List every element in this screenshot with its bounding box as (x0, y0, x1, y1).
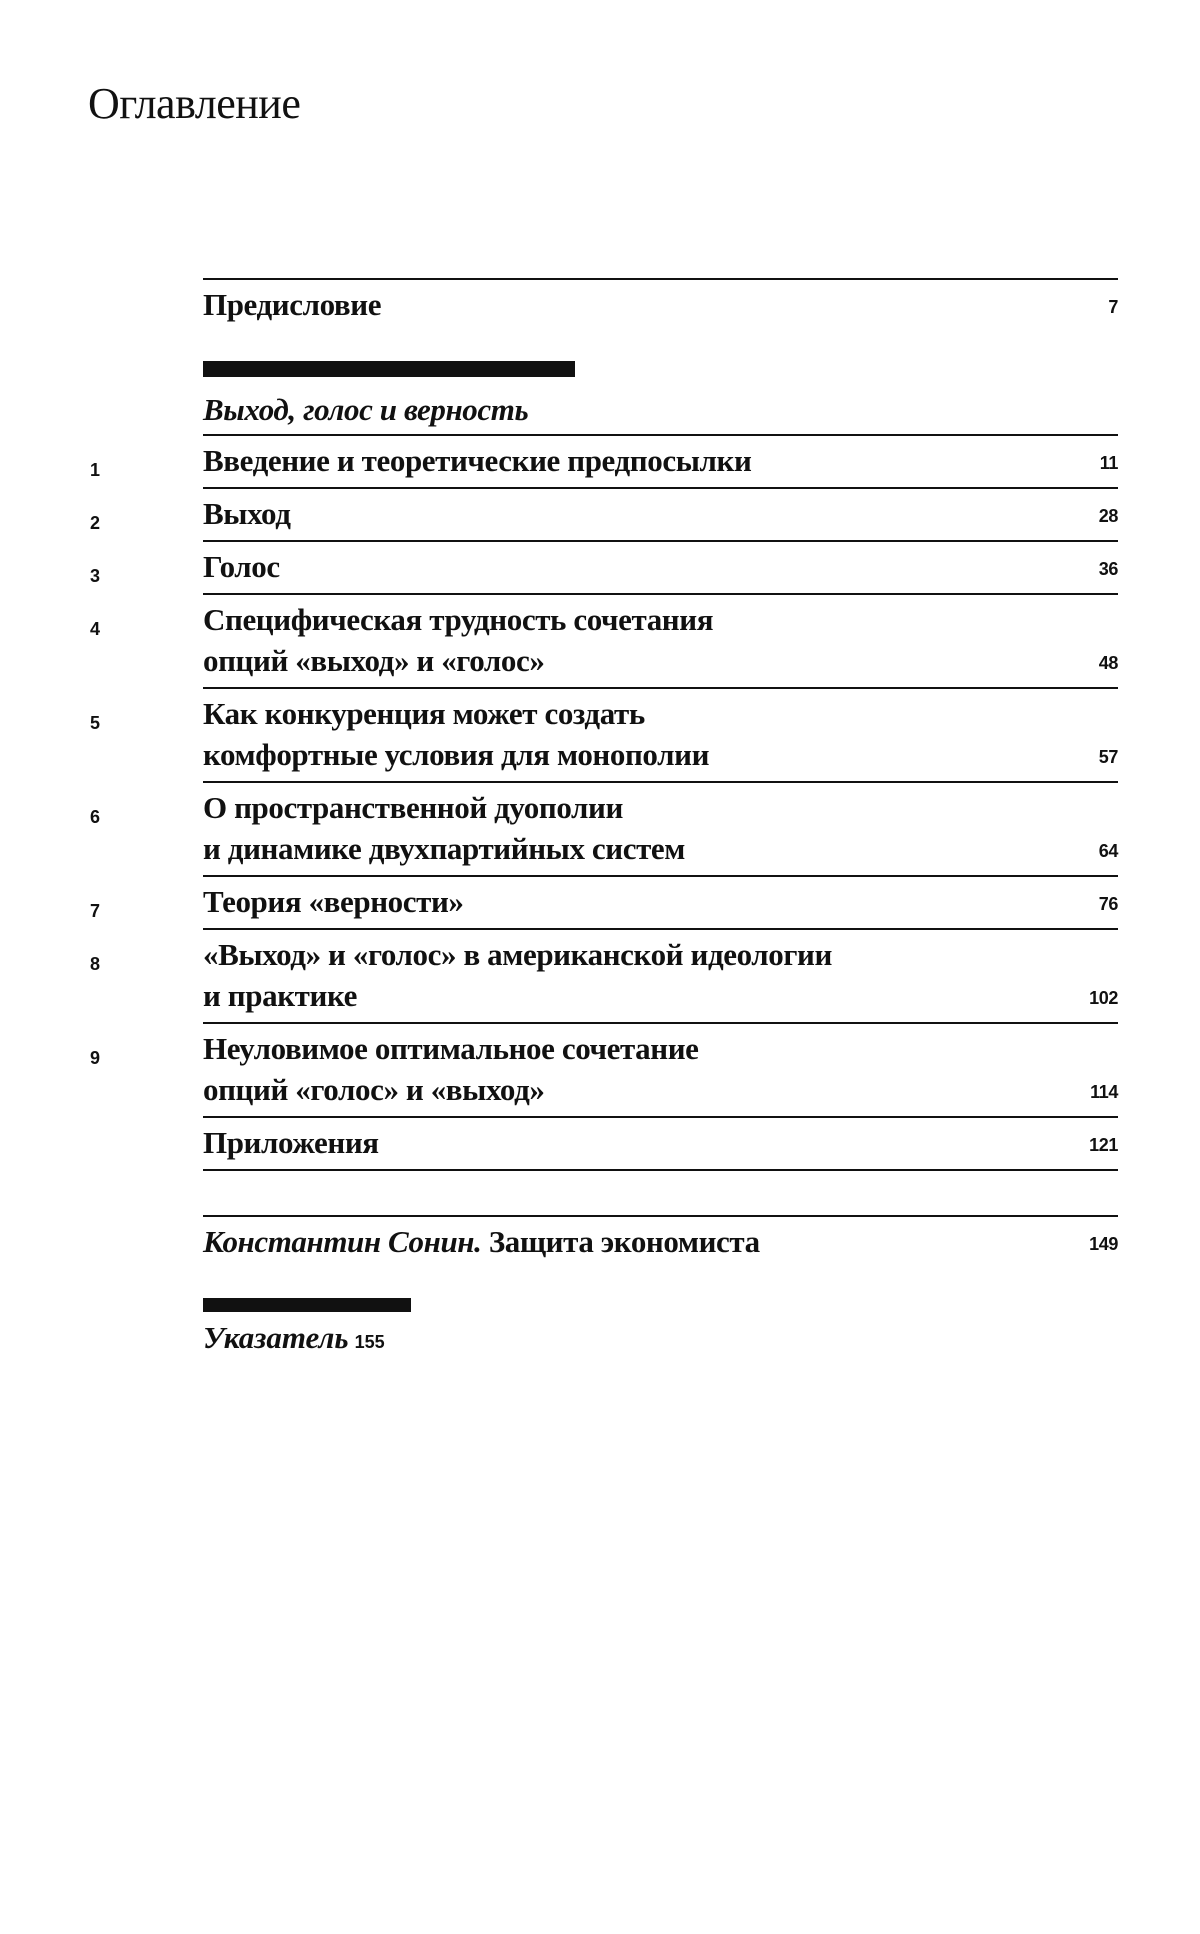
entry-title-line: комфортные условия для монополии (203, 737, 710, 772)
entry-title (203, 1028, 1058, 1110)
entry-page: 57 (1098, 747, 1118, 767)
part-divider-bar (203, 361, 575, 377)
entry-page: 36 (1098, 559, 1118, 579)
entry-title-line: Неуловимое оптимальное сочетание (203, 1031, 699, 1066)
index-page: 155 (354, 1332, 385, 1352)
entry-title-line: Теория «верности» (203, 884, 464, 919)
chapter-number: 7 (90, 901, 100, 921)
entry-title (203, 440, 1058, 481)
entry-title (203, 1221, 1058, 1262)
entry-title-line: и динамике двухпартийных систем (203, 831, 685, 866)
entry-title-line: Как конкуренция может создать (203, 696, 645, 731)
entry-title-line: Голос (203, 549, 280, 584)
entry-page: 11 (1099, 453, 1118, 473)
toc-entry-preface[interactable] (203, 278, 1118, 331)
entry-title (203, 787, 1058, 869)
toc-entry-chapter[interactable] (90, 487, 1118, 540)
toc-column (90, 278, 1118, 1362)
chapter-number: 1 (90, 460, 100, 480)
essay-title: Защита экономиста (488, 1224, 760, 1259)
entry-page: 102 (1089, 988, 1118, 1008)
entry-title-line: Введение и теоретические предпосылки (203, 443, 752, 478)
entry-title-line: О пространственной дуополии (203, 790, 623, 825)
toc-entry-chapter[interactable] (90, 781, 1118, 875)
entry-title-line: Выход (203, 496, 291, 531)
toc-entry-chapter[interactable] (90, 875, 1118, 928)
entry-title (203, 546, 1058, 587)
entry-page: 76 (1098, 894, 1118, 914)
toc-entry-chapter[interactable] (90, 434, 1118, 487)
entry-title (203, 881, 1058, 922)
entry-title-line: «Выход» и «голос» в американской идеологии (203, 937, 832, 972)
chapter-number: 2 (90, 513, 100, 533)
essay-author: Константин Сонин. (203, 1224, 482, 1259)
chapter-number: 5 (90, 713, 100, 733)
entry-title-line: Специфическая трудность сочетания (203, 602, 714, 637)
entry-page: 114 (1090, 1082, 1118, 1102)
entry-page: 149 (1089, 1234, 1118, 1254)
entry-title (203, 934, 1058, 1016)
part-title: Выход, голос и верность (203, 392, 529, 427)
entry-page: 48 (1098, 653, 1118, 673)
entry-title: Предисловие (203, 287, 382, 322)
chapter-number: 3 (90, 566, 100, 586)
page-title: Оглавление (88, 79, 301, 128)
entry-title-line: опций «голос» и «выход» (203, 1072, 545, 1107)
toc-entry-chapter[interactable] (90, 593, 1118, 687)
entry-title (203, 493, 1058, 534)
entry-title: Приложения (203, 1125, 379, 1160)
table-of-contents (0, 278, 1200, 1362)
chapter-list (90, 434, 1118, 1116)
chapter-number: 6 (90, 807, 100, 827)
entry-page: 64 (1098, 841, 1118, 861)
toc-entry-essay[interactable] (203, 1215, 1118, 1268)
entry-page: 28 (1098, 506, 1118, 526)
entry-title (203, 693, 1058, 775)
entry-title (203, 599, 1058, 681)
toc-entry-chapter[interactable] (90, 928, 1118, 1022)
spacer (203, 1171, 1118, 1215)
chapter-number: 4 (90, 619, 100, 639)
index-title: Указатель (203, 1320, 349, 1355)
chapter-number: 8 (90, 954, 100, 974)
toc-entry-chapter[interactable] (90, 1022, 1118, 1116)
index-divider-bar (203, 1298, 411, 1312)
toc-entry-appendices[interactable] (203, 1116, 1118, 1169)
entry-title-line: и практике (203, 978, 358, 1013)
toc-entry-index[interactable] (203, 1318, 1118, 1362)
toc-entry-chapter[interactable] (90, 540, 1118, 593)
chapter-number: 9 (90, 1048, 100, 1068)
entry-page: 121 (1089, 1135, 1118, 1155)
entry-page: 7 (1108, 297, 1118, 317)
toc-entry-chapter[interactable] (90, 687, 1118, 781)
entry-title-line: опций «выход» и «голос» (203, 643, 545, 678)
